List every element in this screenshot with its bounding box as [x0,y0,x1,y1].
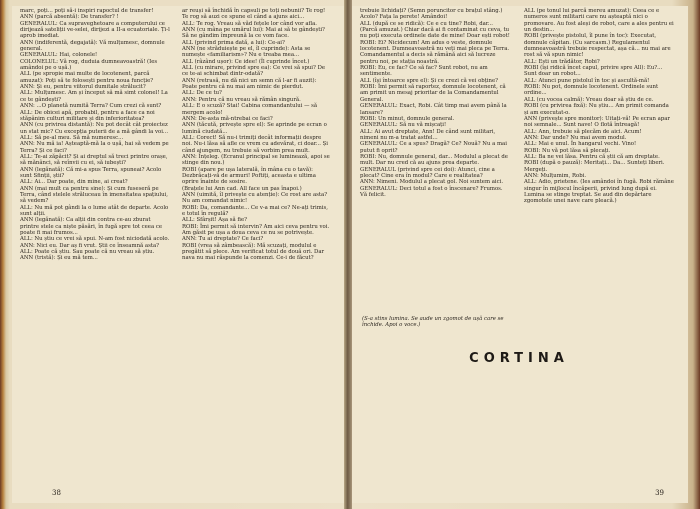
dialogue-line: GENERALUL: Să nu vă mișcați! [360,122,447,129]
dialogue-line: ANN: Pentru că nu vreau să rămân singură. [182,96,301,103]
dialogue-line: ROBI: Ei? Nicidecum! Am adus o veste, domnule locotenent. Dumneavoastră nu veți mai pleca pe Terra. Comandamentul a decis să rămână aici să lucreze pentru noi, pe stația noastră. [360,39,510,65]
dialogue-line: GENERALUL: Deci totul a fost o înscenare? Frumos. Vă felicit. [360,185,503,198]
dialogue-line: ROBI: Nu pot, domnule locotenent. Ordinele sunt ordine... [524,84,659,97]
dialogue-line: ALL: E o scuză? Stai! Cabina comandantului — să mergem acolo! [182,103,318,116]
dialogue-line: GENERALUL: Hai, colonele! [20,52,98,59]
dialogue-line: ANN: Și eu, pentru viitorul dumitale strălucit? [20,84,146,91]
dialogue-line: (Brațele lui Ann cad. All face un pas înapoi.) [182,185,302,192]
right-page [352,6,688,503]
dialogue-line: ANN (tăcută, privește spre el): Se aprinde pe ecran o lumină ciudată... [182,122,327,135]
dialogue-line: ALL: Poate că știu. Sau poate că nu vreau să știu. [20,249,155,256]
dialogue-line: ANN: Înțeleg. (Ecranul principal se luminează, apoi se stinge din nou.) [182,153,330,167]
dialogue-line: GENERALUL: Ce a spus? Dragă? Ce? Nouă? Nu a mai putut fi oprit? [360,141,507,154]
dialogue-line: ALL: Ann, trebuie să plecăm de aici. Acum! [524,128,642,135]
dialogue-line: ALL (după ce se ridică): Ce e cu tine? Robi, dar... (Parcă amuzat.) Chiar dacă ai fi contaminat cu ceva, tu nu poți executa ordinele date de mine! Doar ești robot! [360,20,510,40]
dialogue-line: ALL: Atunci pune pistolul în toc și ascultă-mă! [524,77,650,84]
dialogue-line: ANN (parcă absentă): De transfer? ! [20,14,119,21]
dialogue-line: ANN: Nimeni. Modulul a plecat gol. Noi suntem aici. [360,179,504,186]
curtain-title: CORTINA [469,351,569,366]
dialogue-line: ANN (retrasă, nu dă nici un semn că l-ar fi auzit): Poate pentru că nu mai am nimic de pierdut. [182,77,317,91]
dialogue-line: GENERALUL: Exact, Robi. Cât timp mai avem până la lansare? [360,103,507,116]
dialogue-line: ANN (ne străduiește pe el, îl cuprinde): Asta se numește «familiarism»? Nu e treaba mea... [182,46,311,59]
dialogue-line: ALL (râzând ușor): Ce idee! (Îl cuprinde încet.) [182,58,310,65]
dialogue-line: ALL: Ai avut dreptate, Ann! De când sunt militari, nimeni nu m-a tratat astfel... [360,128,496,141]
dialogue-line: ALL: Să pe-al meu. Să mă numeresc... [20,134,124,141]
dialogue-line: ROBI: Îmi permit să raportez, domnule locotenent, că am primit un mesaj prioritar de la Comandamentul General. [360,84,506,103]
dialogue-line: ANN (tristă): Și eu mă tem... [20,255,98,262]
dialogue-line: ALL (pe tonul lui parcă mereu amuzat): Ceea ce e numeros sunt militarii care nu așteaptă nici o promovare. Au fost aleși de robot, care a ales pentru ei un destin... [524,8,674,34]
dialogue-line: ANN (privește spre monitor): Uitați-vă! Pe ecran apar noi semnale... Sunt nave! O flotă întreagă! [524,115,670,129]
dialogue-line: ALL: Ba ne vei lăsa. Pentru că știi că am dreptate. [524,153,660,160]
dialogue-line: ANN: Tu ai dreptate? Ce faci? [182,236,264,243]
dialogue-line: ALL: Ești un trădător, Robi? [524,58,600,65]
dialogue-line: ALL (își întoarce spre el): Și ce crezi că vei obține? [360,77,499,84]
dialogue-line: ALL: Nu știu ce vrei să spui. N-am fost niciodată acolo. [20,236,170,243]
dialogue-line: ALL: Ai... Dar poate, din mine, ai creat? [20,179,128,186]
dialogue-line: ROBI: Îmi permit să intervin? Am aici ceva pentru voi. Am găsit pe ușa a doua ceva ce nu se potrivește. [182,223,330,237]
dialogue-line: ALL: Sfârșit! Așa să fie? [182,217,247,224]
dialogue-line: ROBI: Nu vă pot lăsa să plecați. [524,147,611,154]
dialogue-line: ANN: De-asta mă-ntrebai ce faci? [182,115,273,122]
dialogue-line: ALL (cu vocea calmă): Vreau doar să știu de ce. [524,96,654,103]
dialogue-line: ANN (legănată): Ca alții din contra ce-au zburat printre stele ca niște păsări, în fugă spre tot ceea ce poate fi mai frumos... [20,217,163,237]
book-gutter [344,0,352,509]
dialogue-line: ROBI (vrea să zâmbească): Mă scuzați, modulul e pregătit să plece. Am verificat totul de două ori. Dar nava nu mai răspunde la comenzi. Ce-i de făcut? [182,242,325,262]
page-number-left: 38 [52,489,61,497]
dialogue-line: ROBI (își ridică încet capul, privire spre All): Eu?... Sunt doar un robot... [524,65,663,78]
dialogue-line: ALL: Te rog. Vreau să văd fețele lor când vor afla. [182,20,317,27]
dialogue-line: ANN (indiferentă, degajată): Vă mulțumesc, domnule general. [20,39,165,53]
dialogue-line: ROBI (apare pe ușa laterală, în mâna cu o tavă): Dezbrăcați-vă de armuri! Poftiți, aceasta e ultima oprire înainte de sosire. [182,166,316,186]
dialogue-line: ALL: Corect! Să nu-i trimiți decât informații despre noi. Nu-i lăsa să afle ce vrem cu adevărat, ci doar... Și când ajungem, nu trebuie să vorbim prea mult. [182,134,328,154]
stage-direction: (S-a stins lumina. Se aude un zgomot de ușă care se închide. Apoi o voce.) [362,316,504,329]
dialogue-line: ANN (cu mâna pe umărul lui): Mai ai să te gândești? Să ne gândim împreună la ce vom face. [182,27,325,40]
dialogue-line: ALL: Te-ai zăpăcit? Și ai dreptul să treci printre orașe, să mănânci, să reînvii cu ei, să iubești? [20,153,168,167]
dialogue-line: ROBI (privește pistolul, îl pune în toc): Executat, domnule căpitan. (Cu sarcasm.) Regulamentul dumneavoastră trebuie respectat, așa că... nu mai are rost să vă spun nimic! [524,33,671,59]
dialogue-line: ALL: Mai e unul. În hangarul vechi. Vino! [524,141,637,148]
dialogue-line: ANN (legănată): Că mi-a spus Terra, spuneai? Acolo sunt Sfinții, știi? [20,166,162,179]
dialogue-line: ar reuși să închidă în capsuli pe toți nebunii? Te rog! Te rog să auzi ce spune el când a ajuns aici... [182,8,326,21]
dialogue-line: marc, poți... poți să-i inspiri rapoctul de transfer! [20,8,154,14]
dialogue-line: ANN: Nu mă ia! Așteaptă-mă la o ușă, hai să vedem pe Terra? Și ce faci? [20,141,169,154]
dialogue-line: ANN: Nici eu. Dar aș fi vrut. Știi ce înseamnă asta? [20,242,160,249]
right-page-column-1 [360,8,510,198]
left-page [12,6,344,503]
dialogue-line: ALL (privind prima dată, a lui): Ce-ai? [182,39,285,46]
dialogue-line: ALL (cu mirare, privind spre ea): Ce vrei să spui? De ce te-ai schimbat dintr-odată? [182,65,326,78]
dialogue-line: ANN (uimită, îl privește cu atenție): Ce rost are asta? Nu am comandat nimic! [182,191,328,205]
dialogue-line: trebuie lichidați? (Semn poruncitor cu brațul stâng.) Acolo? Fața la perete! Amândoi! [360,8,503,21]
dialogue-line: ALL: Adio, prietene. (Ies amândoi în fugă. Robi rămâne singur în mijlocul încăperii, privind lung după ei. Lumina se stinge treptat. Se aud din depărtare zgomotele unei nave care pleacă.) [524,179,674,205]
dialogue-line: ALL: Mulțumesc. Am și început să mă simt colonel! La ce te gândești? [20,90,168,103]
dialogue-line: ANN: Mulțumim, Robi. [524,172,587,179]
dialogue-line: ROBI (după o pauză): Meritați... Da... Sunteți liberi. Mergeți. [524,160,665,173]
dialogue-line: ROBI: Nu, domnule general, dar... Modulul a plecat de mult. Dar nu cred că au ajuns prea departe. [360,153,508,167]
dialogue-line: ANN: Dar unde? Nu mai avem modul. [524,134,627,141]
page-number-right: 39 [655,489,664,497]
left-page-column-2 [182,8,332,262]
dialogue-line: ALL: De ce tu? [182,90,222,97]
dialogue-line: ROBI: Da, comandante... Ce v-a mai ce? Ne-ați trimis, e totul în regulă? [182,204,328,217]
dialogue-line: GENERALUL: Ca supraveghetoare a computerului ce dirijează sateliții ve-selei, dirijezi a II-a ecuatoriale. Ți-l aprob imediat. [20,20,170,40]
dialogue-line: ANN (mai mult ca pentru sine): Și cum fuseseră pe Terra, când stelele străluceau în imensitatea spațiului, să vedem? [20,185,168,205]
dialogue-line: ANN (cu privirea distantă): Nu pot decât cât proiectez un stat mic? Cu excepția puterii de a mă gândi la voi... [20,122,169,135]
dialogue-line: ALL: Nu mă pot gândi la o lume atât de departe. Acolo sunt alții. [20,204,169,217]
right-page-column-2 [524,8,674,205]
dialogue-line: ALL: De obicei apă, probabil, pentru a face ca noi stăpânim culturi militare și din inferioritatea? [20,109,155,122]
left-page-column-1 [20,8,170,262]
dialogue-line: ALL (pe spropie mai multe de locotenent, parcă amuzat): Poți să te folosești pentru noua funcție? [20,71,154,84]
dialogue-line: ANN: ...O planetă numită Terra? Cum crezi că sunt? [20,103,162,110]
dialogue-line: ROBI: Un minut, domnule general. [360,115,455,122]
dialogue-line: ROBI (cu privirea fixă): Nu știu... Am primit comanda și am executat-o. [524,103,669,116]
dialogue-line: ROBI: Eu, ce fac? Ce să fac? Sunt robot, nu am sentimente. [360,65,488,78]
dialogue-line: COLONELUL: Vă rog, duduia dumneavoastră! (Ies amândoi pe o ușă.) [20,58,158,72]
dialogue-line: GENERALUL (privind spre cei doi): Atunci, cine a plecat? Cine era în modul? Care e realitatea? [360,166,495,179]
